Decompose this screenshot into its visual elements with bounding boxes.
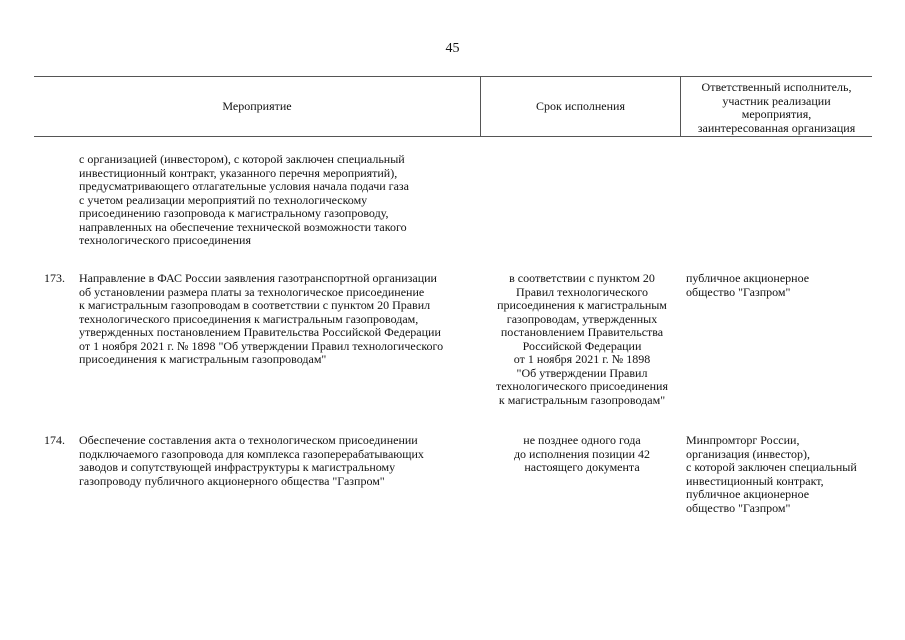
row-number: 173.: [44, 271, 65, 285]
header-event: Мероприятие: [222, 99, 292, 113]
page-number: 45: [445, 41, 460, 56]
row-responsible: Минпромторг России, организация (инвестор), с которой заключен специальный инвестиционный контракт, публичное акционерное общество "Газпром": [686, 433, 857, 515]
header-responsible: Ответственный исполнитель, участник реализации мероприятия, заинтересованная организация: [697, 80, 856, 135]
header-bottom-border: [34, 136, 872, 137]
row-term: в соответствии с пунктом 20 Правил технологического присоединения к магистральным газопроводам, утвержденных постановлением Правительства Российской Федерации от 1 ноября 2021 г. № 1898 "Об утверждении Правил технологического присоединения к магистральным газопроводам": [496, 271, 668, 407]
continuation-event-text: с организацией (инвестором), с которой заключен специальный инвестиционный контракт, указанного перечня мероприятий), предусматривающего отлагательные условия начала подачи газа с учетом реализации мероприятий по технологическому присоединению газопровода к магистральному газопроводу, направленных на обеспечение технической возможности такого технологического присоединения: [79, 152, 409, 247]
table-top-border: [34, 76, 872, 77]
row-number: 174.: [44, 433, 65, 447]
header-term: Срок исполнения: [536, 99, 625, 113]
row-event: Направление в ФАС России заявления газотранспортной организации об установлении размера платы за технологическое присоединение к магистральным газопроводам в соответствии с пунктом 20 Правил технологического присоединения к магистральным газопроводам, утвержденных постановлением Правительства Российской Федерации от 1 ноября 2021 г. № 1898 "Об утверждении Правил технологического присоединения к магистральным газопроводам": [79, 271, 444, 366]
row-term: не позднее одного года до исполнения позиции 42 настоящего документа: [513, 433, 651, 474]
row-event: Обеспечение составления акта о технологическом присоединении подключаемого газопровода для комплекса газоперерабатывающих заводов и сопутствующей инфраструктуры к магистральному газопроводу публичного акционерного общества "Газпром": [79, 433, 424, 488]
row-responsible: публичное акционерное общество "Газпром": [686, 271, 810, 299]
